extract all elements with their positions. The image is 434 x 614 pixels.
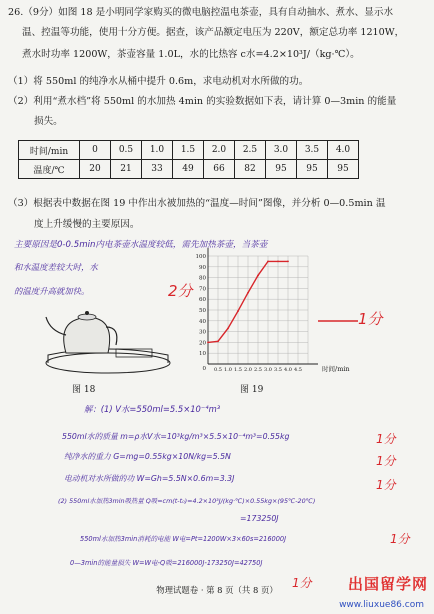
time-cell: 1.0 [142, 141, 173, 160]
data-table [18, 140, 359, 179]
data-point [287, 261, 289, 263]
y-tick-label: 70 [199, 286, 206, 293]
x-tick-label: 4.5 [294, 367, 302, 373]
figure-19-label: 图 19 [240, 385, 264, 395]
y-tick-label: 100 [195, 254, 206, 260]
y-tick-label: 30 [199, 329, 206, 336]
solution-line-1: 解：(1) V水=550ml=5.5×10⁻⁴m³ [84, 404, 221, 414]
x-tick-label: 3.0 [264, 367, 272, 373]
temp-cell: 33 [142, 160, 173, 179]
temp-cell: 95 [266, 160, 297, 179]
temp-cell: 49 [173, 160, 204, 179]
data-point [257, 275, 259, 277]
handwritten-answer-line-3: 的温度升高就加快。 [14, 286, 90, 296]
x-tick-label: 0.5 [214, 367, 222, 373]
teapot-figure [36, 305, 176, 377]
y-tick-label: 80 [199, 275, 206, 282]
data-point [217, 340, 219, 342]
question-line-3: 煮水时功率 1200W，茶壶容量 1.0L，水的比热容 c水=4.2×10³J/（kg·℃）。 [22, 49, 360, 60]
solution-line-8: 0—3min的能量损失 W=W电-Q吸=216000J-173250J=42750J [70, 559, 263, 567]
origin-label: 0 [202, 366, 206, 372]
temp-cell: 66 [204, 160, 235, 179]
x-tick-label: 1.5 [234, 367, 242, 373]
x-tick-label: 4.0 [284, 367, 292, 373]
row-label-time: 时间/min [19, 141, 80, 160]
temp-cell: 95 [328, 160, 359, 179]
time-cell: 0.5 [111, 141, 142, 160]
temp-cell: 21 [111, 160, 142, 179]
time-cell: 1.5 [173, 141, 204, 160]
question-line-1: 26.（9分）如图 18 是小明同学家购买的微电脑控温电茶壶，具有自动抽水、煮水、显示水 [8, 7, 394, 18]
solution-line-3: 纯净水的重力 G=mg=0.55kg×10N/kg=5.5N [64, 452, 231, 461]
data-point [277, 261, 279, 263]
question-part-2: （2）利用“煮水档”将 550ml 的水加热 4min 的实验数据如下表，请计算 0—3min 的能量 [8, 96, 397, 107]
y-tick-label: 20 [199, 340, 206, 347]
x-tick-label: 2.5 [254, 367, 262, 373]
y-tick-label: 60 [199, 297, 206, 304]
handwritten-answer-line-2: 和水温度差较大时，水 [14, 262, 98, 272]
solution-line-7: 550ml水加热3min消耗的电能 W电=Pt=1200W×3×60s=216000J [80, 535, 287, 543]
temp-cell: 95 [297, 160, 328, 179]
data-point [207, 342, 209, 344]
temperature-time-chart [186, 246, 350, 380]
table-row-temp [19, 160, 359, 179]
y-tick-label: 90 [199, 264, 206, 271]
y-tick-label: 50 [199, 308, 206, 314]
time-cell: 2.5 [235, 141, 266, 160]
question-part-2-cont: 损失。 [34, 116, 63, 127]
question-part-3-cont: 度上升缓慢的主要原因。 [34, 219, 140, 230]
watermark-url: www.liuxue86.com [339, 600, 424, 610]
data-point [227, 327, 229, 329]
solution-line-2: 550ml水的质量 m=ρ水V水=10³kg/m³×5.5×10⁻⁴m³=0.55kg [62, 432, 290, 441]
temp-cell: 82 [235, 160, 266, 179]
data-point [267, 261, 269, 263]
figure-18-label: 图 18 [72, 385, 96, 395]
score-a5: 1分 [292, 576, 312, 590]
time-cell: 3.5 [297, 141, 328, 160]
time-cell: 0 [80, 141, 111, 160]
question-part-1: （1）将 550ml 的纯净水从桶中提升 0.6m，求电动机对水所做的功。 [8, 76, 309, 87]
time-cell: 3.0 [266, 141, 297, 160]
data-point [247, 292, 249, 294]
table-row-time [19, 141, 359, 160]
temp-cell: 20 [80, 160, 111, 179]
score-a3: 1分 [376, 478, 396, 492]
score-a4: 1分 [390, 532, 410, 546]
x-axis-label: 时间/min [322, 365, 350, 373]
score-q3: 2分 [168, 282, 193, 300]
y-tick-label: 10 [199, 351, 206, 358]
row-label-temp: 温度/℃ [19, 160, 80, 179]
time-cell: 4.0 [328, 141, 359, 160]
handwritten-answer-line-1: 主要原因是0-0.5min内电茶壶水温度较低，需先加热茶壶，当茶壶 [14, 240, 268, 250]
solution-line-4: 电动机对水所做的功 W=Gh=5.5N×0.6m=3.3J [64, 474, 235, 483]
solution-line-5: (2) 550ml水加热3min吸热量 Q吸=cm(t-t₀)=4.2×10³J/(kg·℃)×0.55kg×(95℃-20℃) [58, 497, 316, 505]
watermark-logo: 出国留学网 [347, 575, 428, 593]
score-a2: 1分 [376, 454, 396, 468]
time-cell: 2.0 [204, 141, 235, 160]
x-tick-label: 3.5 [274, 367, 282, 373]
y-tick-label: 40 [199, 318, 206, 325]
x-tick-label: 1.0 [224, 367, 232, 373]
question-part-3: （3）根据表中数据在图 19 中作出水被加热的“温度—时间”图像，并分析 0—0.5min 温 [8, 198, 386, 209]
page-footer: 物理试题卷 · 第 8 页（共 8 页） [156, 585, 278, 595]
x-tick-label: 2.0 [244, 367, 252, 373]
question-line-2: 温、控温等功能，使用十分方便。据查，该产品额定电压为 220V，额定总功率 1210W， [22, 27, 405, 38]
solution-line-6: =173250J [240, 514, 279, 523]
score-a1: 1分 [376, 432, 396, 446]
score-q3-b: 1分 [358, 310, 383, 328]
data-point [237, 310, 239, 312]
